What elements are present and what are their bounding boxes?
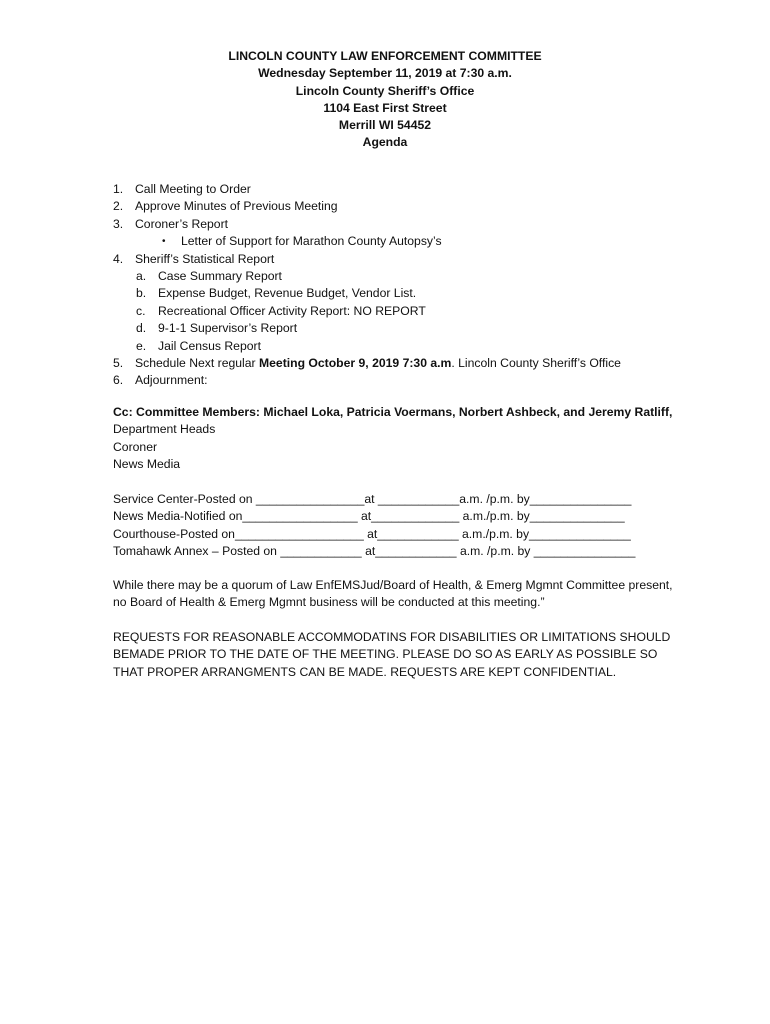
city-state-zip: Merrill WI 54452: [338, 118, 432, 133]
cc-committee-members: Cc: Committee Members: Michael Loka, Patricia Voermans, Norbert Ashbeck, and Jeremy Ratliff,: [113, 405, 673, 419]
bullet-icon: •: [162, 236, 166, 248]
agenda-subitem-a: [113, 268, 753, 285]
item-text: Coroner’s Report: [135, 216, 229, 231]
item-number: 6.: [113, 373, 124, 388]
committee-title: LINCOLN COUNTY LAW ENFORCEMENT COMMITTEE: [228, 49, 542, 63]
item-number: 1.: [113, 182, 124, 196]
subitem-text: 9-1-1 Supervisor’s Report: [158, 321, 298, 336]
agenda-item-6: [113, 372, 753, 389]
item-number: 2.: [113, 199, 124, 214]
document-title: Agenda: [362, 135, 408, 150]
bullet-text: Letter of Support for Marathon County Autopsy’s: [181, 234, 442, 249]
agenda-list: [113, 181, 753, 390]
agenda-item-2: [113, 198, 753, 215]
cc-section: [113, 404, 753, 474]
agenda-subitem-b: [113, 285, 753, 302]
next-meeting-date: Meeting October 9, 2019 7:30 a.m: [258, 355, 452, 370]
cc-news-media: News Media: [113, 457, 181, 472]
agenda-item-4: [113, 251, 753, 268]
item-number: 4.: [113, 251, 124, 266]
item-text: Approve Minutes of Previous Meeting: [135, 199, 338, 214]
subitem-letter: a.: [136, 268, 147, 283]
item-text: Adjournment:: [135, 373, 208, 388]
posted-tomahawk-annex: Tomahawk Annex – Posted on ____________ at____________ a.m. /p.m. by _______________: [113, 544, 636, 559]
posted-courthouse: Courthouse-Posted on___________________ at____________ a.m./p.m. by_______________: [113, 526, 631, 541]
agenda-item-5: [113, 355, 753, 372]
item-text: Sheriff’s Statistical Report: [135, 251, 275, 266]
cc-coroner: Coroner: [113, 439, 158, 454]
subitem-text: Jail Census Report: [158, 338, 261, 353]
subitem-text: Case Summary Report: [158, 268, 282, 283]
subitem-letter: e.: [136, 338, 147, 353]
agenda-subitem-c: [113, 303, 753, 320]
subitem-letter: b.: [136, 286, 147, 301]
agenda-subitem-e: [113, 338, 753, 355]
agenda-item-3-bullet: [113, 233, 753, 250]
agenda-header: [0, 48, 770, 152]
agenda-subitem-d: [113, 320, 753, 337]
posted-news-media: News Media-Notified on_________________ at_____________ a.m./p.m. by______________: [113, 509, 625, 524]
item-text: [135, 355, 621, 372]
accommodations-notice: REQUESTS FOR REASONABLE ACCOMMODATINS FOR DISABILITIES OR LIMITATIONS SHOULD BEMADE PRIOR TO THE DATE OF THE MEETING. PLEASE DO SO AS EARLY AS POSSIBLE SO THAT PROPER ARRANGMENTS CAN BE MADE. REQUESTS ARE KEPT CONFIDENTIAL.: [113, 630, 671, 679]
item-number: 5.: [113, 355, 124, 370]
meeting-date: Wednesday September 11, 2019 at 7:30 a.m.: [258, 66, 512, 81]
agenda-item-3: [113, 216, 753, 233]
subitem-text: Expense Budget, Revenue Budget, Vendor List.: [158, 286, 417, 301]
posting-record: [113, 491, 753, 561]
subitem-letter: d.: [136, 321, 147, 336]
cc-department-heads: Department Heads: [113, 422, 216, 437]
subitem-text: Recreational Officer Activity Report: NO REPORT: [158, 303, 426, 318]
meeting-location: Lincoln County Sheriff’s Office: [295, 83, 475, 98]
quorum-notice: While there may be a quorum of Law EnfEMSJud/Board of Health, & Emerg Mgmnt Committee present, no Board of Health & Emerg Mgmnt business will be conducted at this meeting.”: [113, 578, 673, 610]
street-address: 1104 East First Street: [323, 100, 447, 115]
item-text-before: Schedule Next regular: [135, 355, 259, 370]
item-text-after: . Lincoln County Sheriff’s Office: [451, 355, 621, 370]
item-text: Call Meeting to Order: [135, 182, 251, 196]
posted-service-center: Service Center-Posted on ________________at ____________a.m. /p.m. by_______________: [113, 492, 632, 506]
agenda-item-1: [113, 181, 753, 198]
item-number: 3.: [113, 216, 124, 231]
subitem-letter: c.: [136, 303, 146, 318]
